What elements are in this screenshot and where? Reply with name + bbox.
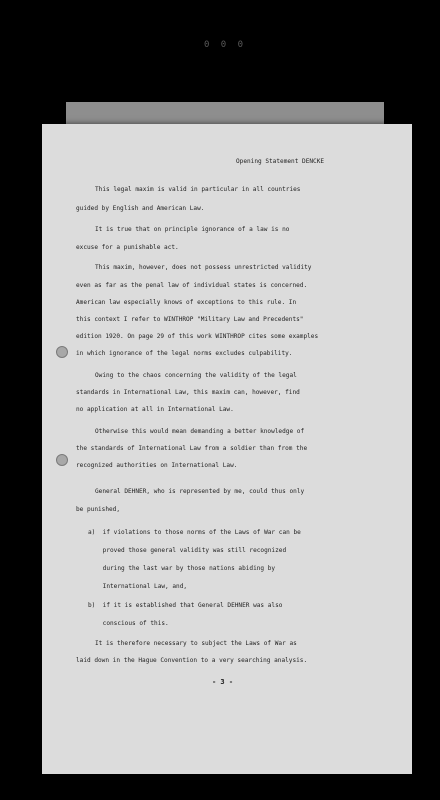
text-line: This legal maxim is valid in particular in all countries — [95, 186, 301, 193]
top-mark: 0 0 0 — [203, 40, 247, 50]
text-line: American law especially knows of exceptions to this rule. In — [76, 299, 297, 306]
text-line: excuse for a punishable act. — [76, 244, 179, 251]
list-item-a-line: during the last war by those nations abiding by — [88, 565, 276, 572]
list-item-b-line: conscious of this. — [88, 620, 169, 627]
page-number: - 3 - — [212, 678, 234, 686]
text-line: even as far as the penal law of individual states is concerned. — [76, 282, 308, 289]
text-line: Otherwise this would mean demanding a better knowledge of — [95, 428, 305, 435]
list-item-a-line: proved those general validity was still recognized — [88, 547, 287, 554]
list-item-b-line: b) if it is established that General DEHNER was also — [88, 602, 283, 609]
text-line: laid down in the Hague Convention to a very searching analysis. — [76, 657, 308, 664]
text-line: This maxim, however, does not possess unrestricted validity — [95, 264, 312, 271]
text-line: recognized authorities on International Law. — [76, 462, 238, 469]
page-header: Opening Statement DENCKE — [236, 158, 325, 165]
text-line: be punished, — [76, 506, 121, 513]
text-line: It is true that on principle ignorance of a law is no — [95, 226, 290, 233]
text-line: It is therefore necessary to subject the Laws of War as — [95, 640, 297, 647]
list-item-a-line: International Law, and, — [88, 583, 188, 590]
text-line: edition 1920. On page 29 of this work WINTHROP cites some examples — [76, 333, 319, 340]
list-item-a-line: a) if violations to those norms of the Laws of War can be — [88, 529, 301, 536]
text-line: General DEHNER, who is represented by me, could thus only — [95, 488, 305, 495]
text-line: standards in International Law, this maxim can, however, find — [76, 389, 300, 396]
punch-hole-bottom — [56, 454, 68, 466]
punch-hole-top — [56, 346, 68, 358]
text-line: no application at all in International Law. — [76, 406, 234, 413]
text-line: the standards of International Law from a soldier than from the — [76, 445, 308, 452]
text-line: this context I refer to WINTHROP "Military Law and Precedents" — [76, 316, 304, 323]
text-line: in which ignorance of the legal norms excludes culpability. — [76, 350, 293, 357]
text-line: Owing to the chaos concerning the validity of the legal — [95, 372, 297, 379]
text-line: guided by English and American Law. — [76, 205, 205, 212]
